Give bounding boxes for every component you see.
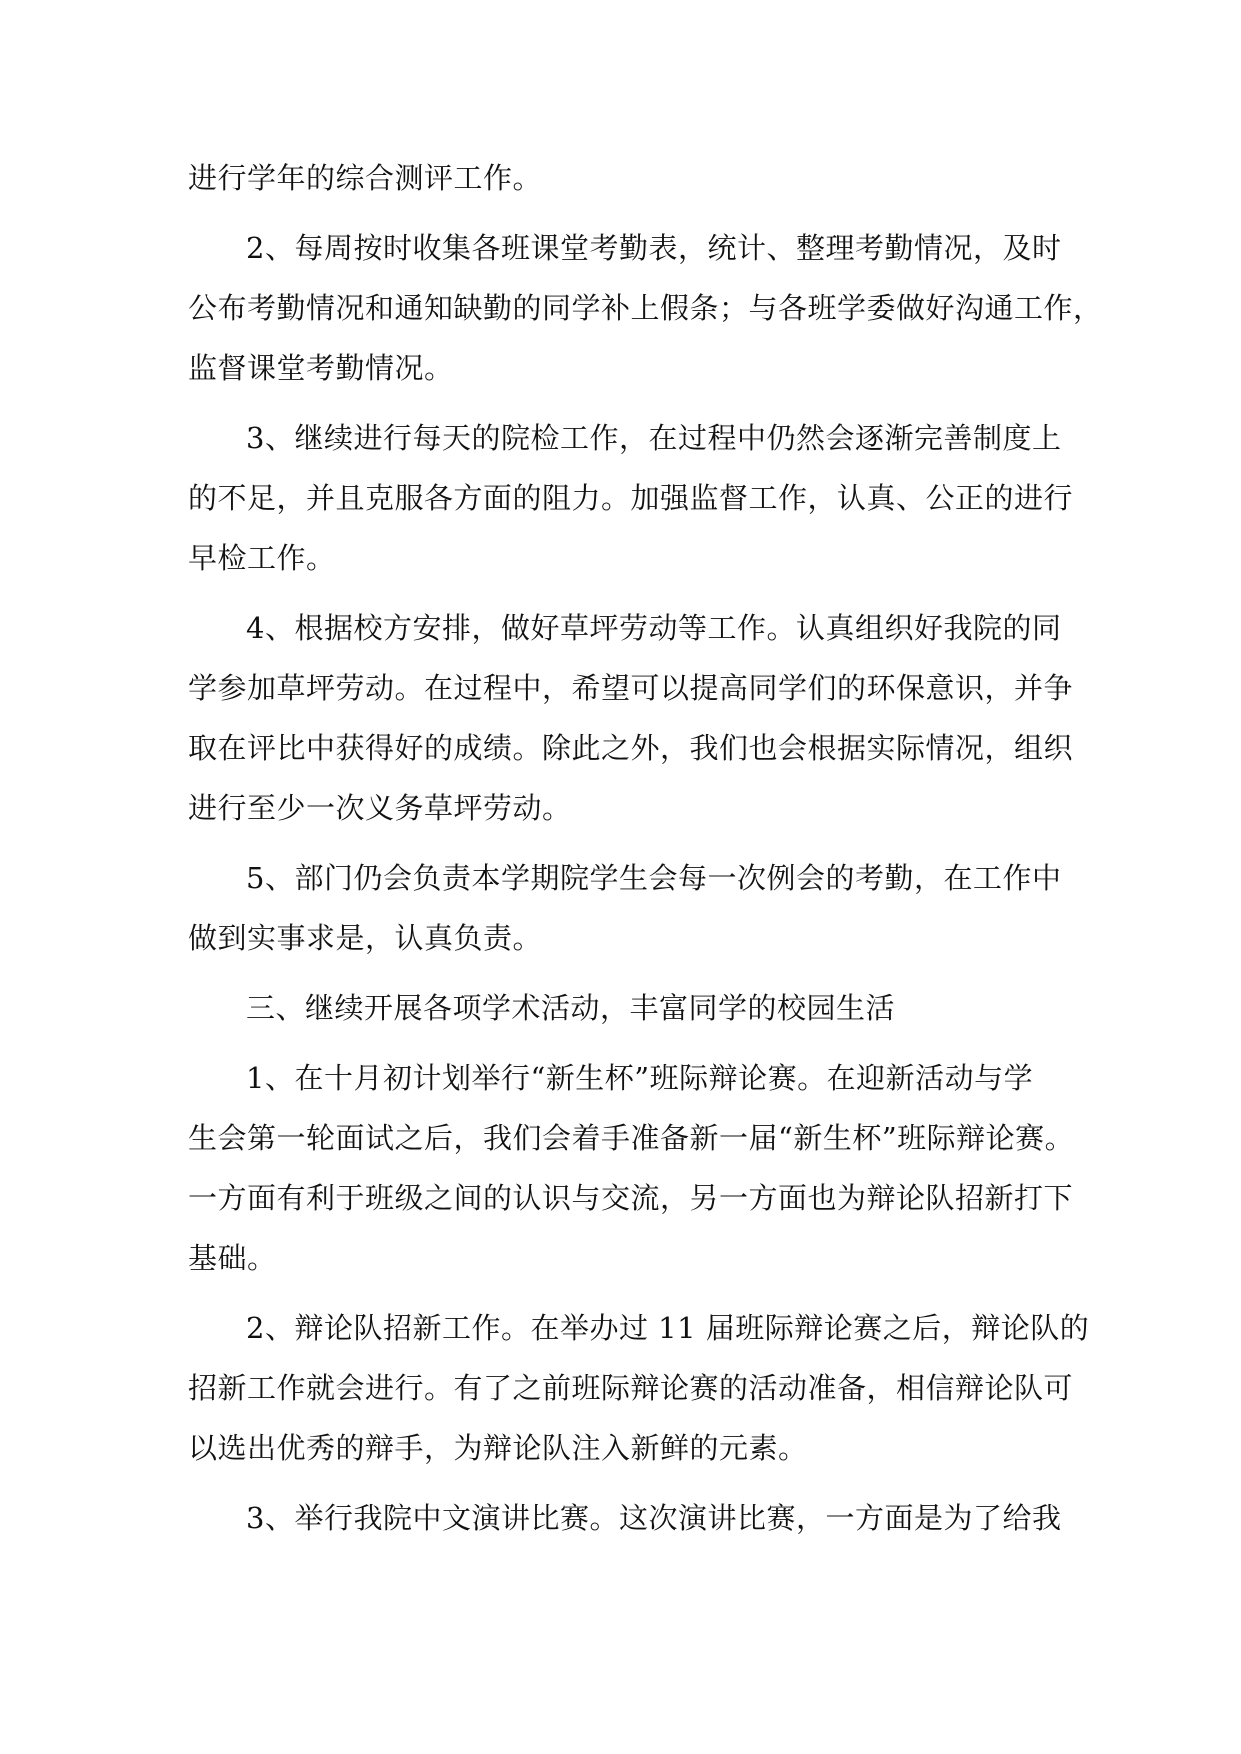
text-line: 以选出优秀的辩手，为辩论队注入新鲜的元素。	[188, 1431, 808, 1465]
text-line: 做到实事求是，认真负责。	[188, 921, 543, 955]
text-line: 进行学年的综合测评工作。	[188, 161, 543, 195]
text-line: 基础。	[188, 1241, 277, 1275]
text-line: 3、继续进行每天的院检工作，在过程中仍然会逐渐完善制度上	[246, 421, 1062, 455]
text-line: 早检工作。	[188, 541, 336, 575]
text-line: 5、部门仍会负责本学期院学生会每一次例会的考勤，在工作中	[246, 861, 1062, 895]
text-line: 一方面有利于班级之间的认识与交流，另一方面也为辩论队招新打下	[188, 1181, 1074, 1215]
text-line: 4、根据校方安排，做好草坪劳动等工作。认真组织好我院的同	[246, 611, 1062, 645]
document-body	[188, 148, 1103, 1548]
text-line: 取在评比中获得好的成绩。除此之外，我们也会根据实际情况，组织	[188, 731, 1074, 765]
text-line: 三、继续开展各项学术活动，丰富同学的校园生活	[246, 991, 896, 1025]
text-line: 公布考勤情况和通知缺勤的同学补上假条；与各班学委做好沟通工作，	[188, 291, 1103, 325]
text-line: 3、举行我院中文演讲比赛。这次演讲比赛，一方面是为了给我	[246, 1501, 1062, 1535]
text-line: 生会第一轮面试之后，我们会着手准备新一届“新生杯”班际辩论赛。	[188, 1121, 1075, 1155]
text-line: 的不足，并且克服各方面的阻力。加强监督工作，认真、公正的进行	[188, 481, 1074, 515]
text-line: 招新工作就会进行。有了之前班际辩论赛的活动准备，相信辩论队可	[188, 1371, 1074, 1405]
text-line: 2、每周按时收集各班课堂考勤表，统计、整理考勤情况，及时	[246, 231, 1062, 265]
text-line: 学参加草坪劳动。在过程中，希望可以提高同学们的环保意识，并争	[188, 671, 1074, 705]
text-line: 监督课堂考勤情况。	[188, 351, 454, 385]
text-line: 1、在十月初计划举行“新生杯”班际辩论赛。在迎新活动与学	[246, 1061, 1034, 1095]
text-line: 进行至少一次义务草坪劳动。	[188, 791, 572, 825]
text-line: 2、辩论队招新工作。在举办过 11 届班际辩论赛之后，辩论队的	[246, 1311, 1090, 1345]
